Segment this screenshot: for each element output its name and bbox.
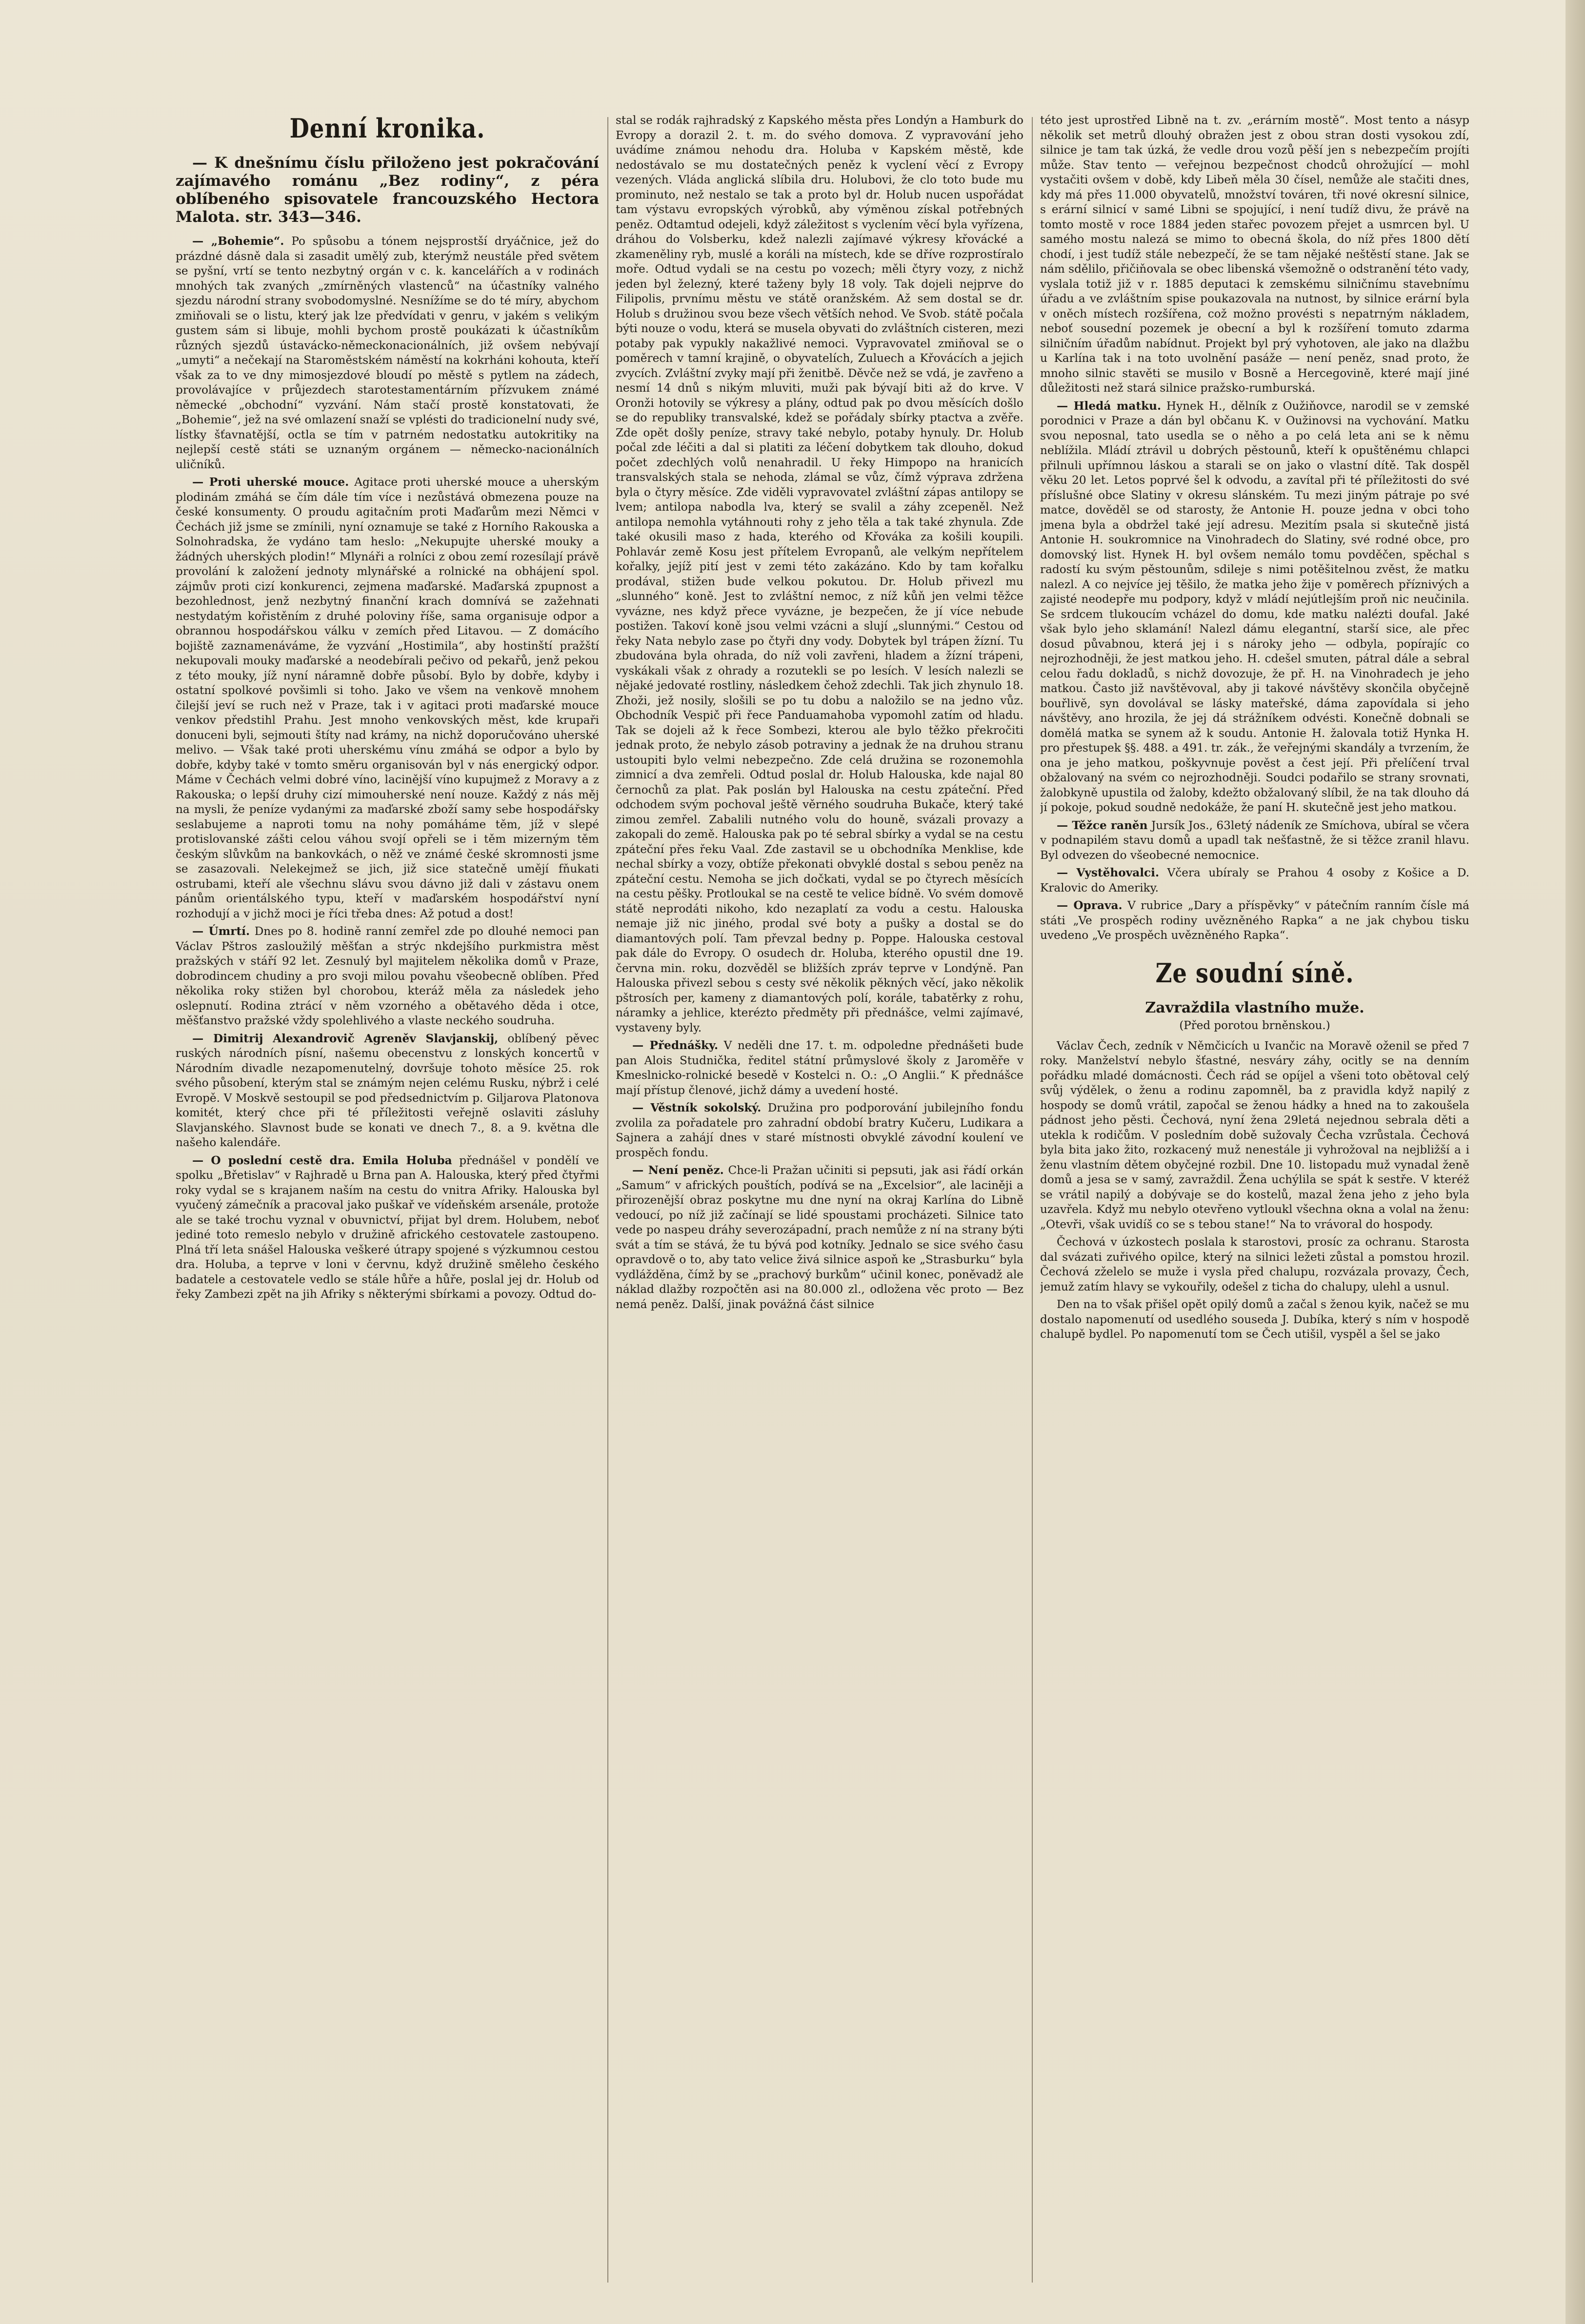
article-heading: — „Bohemie“.: [192, 235, 284, 248]
lead-notice: — K dnešnímu číslu přiloženo jest pokračování zajímavého románu „Bez rodiny“, z péra oblíbeného spisovatele francouzského Hectora Malota. str. 343—346.: [176, 154, 599, 226]
column-right: [1040, 113, 1469, 2293]
article-text: Včera ubíraly se Prahou 4 osoby z Košice a D. Kralovic do Ameriky.: [1040, 866, 1469, 894]
article-oprava: [1040, 898, 1469, 943]
article-text: Po spůsobu a tónem nejsprostší dryáčnice, jež do prázdné dásně dala si zasadit umělý zub, kterýmž neustále před světem se pyšní, vrtí se tento nezbytný orgán v c. k. kancelářích a v rodinách mnohých tak zvaných „zmírněných vlastenců“ na účastníky valného sjezdu národní strany svobodomyslné. Nesnížíme se do té míry, abychom zmiňovali se o listu, který jak lze předvídati v genru, v jakém s velikým gustem sám si libuje, mohli bychom prostě poukázati k účastníkům různých sjezdů ústavácko-německonacionálních, již ovšem nebývají „umyti“ a nečekají na Staroměstském náměstí na kokrháni kohouta, kteří však za to ve dny mimosjezdové bloudí po městě s pytlem na zádech, provolávajíce v průjezdech starotestamentárním přízvukem známé německé „obchodní“ vyzvání. Nám stačí prostě konstatovati, že „Bohemie“, jež na své omlazení snaží se vplésti do tradicionelní nudy své, lístky šťavnatější, octla se tím v patrném nedostatku autokritiky na nejlepší cestě státi se uznaným orgánem — německo-nacionálních uličníků.: [176, 235, 599, 471]
article-bohemie: [176, 234, 599, 472]
article-hleda-matku: [1040, 399, 1469, 815]
article-vystehovalci: [1040, 866, 1469, 895]
article-heading: — Věstník sokolský.: [632, 1101, 762, 1114]
page-edge: [1565, 0, 1585, 2324]
article-text: V rubrice „Dary a příspěvky“ v pátečním ranním čísle má státi „Ve prospěch rodiny uvězněného Rapka“ a ne jak chybou tisku uvedeno „Ve prospěch uvězněného Rapka“.: [1040, 899, 1469, 942]
court-article-title: Zavraždila vlastního muže.: [1145, 999, 1364, 1016]
article-tezce-ranen: [1040, 818, 1469, 863]
article-text: přednášel v pondělí ve spolku „Břetislav“ v Rajhradě u Brna pan A. Halouska, který před čtyřmi roky vydal se s krajanem naším na cestu do vnitra Afriky. Halouska byl vyučený zámečník a pracoval jako puškař ve vídeňském arsenále, protože ale se také trochu vyznal v obuvnictví, přijat byl drem. Holubem, neboť jediné toto remeslo nebylo v družině afrického cestovatele zastoupeno. Plná tří leta snášel Halouska veškeré útrapy spojené s výzkumnou cestou dra. Holuba, a teprve v loni v červnu, když družině směleho českého badatele a cestovatele vedlo se stále hůře a hůře, poslal jej dr. Holub od řeky Zambezi zpět na jih Afriky s některými sbírkami a povozy. Odtud do-: [176, 1153, 599, 1301]
article-text: Dnes po 8. hodině ranní zemřel zde po dlouhé nemoci pan Václav Pštros zasloužilý měšťan a strýc nkdejšího purkmistra měst pražských v stáří 92 let. Zesnulý byl majitelem několika domů v Praze, dobrodincem chudiny a pro svoji milou povahu všeobecně oblíben. Před několika roky stižen byl chorobou, kteráž měla za následek jeho oslepnutí. Rodina ztrácí v něm vzorného a obětavého děda i otce, měšťanstvo pražské vždy spolehlivého a vlaste neckého soudruha.: [176, 925, 599, 1027]
article-holub: [176, 1153, 599, 1302]
article-heading: — Přednášky.: [632, 1039, 719, 1052]
article-heading: — Těžce raněn: [1057, 818, 1148, 832]
column-left: [176, 112, 599, 2292]
column-divider: [607, 117, 608, 2283]
court-article-text: Čechová v úzkostech poslala k starostovi, prosíc za ochranu. Starosta dal svázati zuřivého opilce, který na silnici ležeti zůstal a pomstou hrozil. Čechová zželelo se muže i vysla před chalupu, rozvázala provazy, Čech, jemuž zatím hlavy se vykouřily, odešel z ticha do chalupy, ulehl a usnul.: [1040, 1235, 1469, 1293]
article-heading: — Úmrtí.: [192, 925, 250, 938]
article-neni-penez: [616, 1163, 1023, 1312]
article-neni-penez-continued: této jest uprostřed Libně na t. zv. „erárním mostě“. Most tento a násyp několik set metrů dlouhý obražen jest z obou stran dosti vysokou zdí, silnice je tam tak úzká, že vedle drou vozů pěší jen s nebezpečím projíti může. Stav tento — veřejnou bezpečnost chodců ohrožující — mohl vystačiti ovšem v době, kdy Libeň měla 30 čísel, nemůže ale stačiti dnes, kdy má přes 11.000 obyvatelů, množství továren, tři nové okresní silnice, s erární silnicí v samé Libni se spojující, i není tudíž divu, že právě na tomto mostě v roce 1884 jeden stařec povozem přejet a usmrcen byl. U samého mostu nalezá se mimo to obecná škola, do níž přes 1800 dětí chodí, i jest tudíž stále nebezpečí, že se tam nějaké neštěstí stane. Jak se nám sdělilo, přičiňovala se obec libenská všemožně o odstranění této vady, vyslala totiž již v r. 1885 deputaci k zemskému silničnímu stavebnímu úřadu a ve zvláštním spise poukazovala na nutnost, by silnice erární byla v oněch místech rozšířena, což možno provésti s nepatrným nákladem, neboť sousední pozemek je obecní a byl k rozšíření tomuto zdarma silničním úřadům nabídnut. Projekt byl prý vyhotoven, ale jako na dlažbu u Karlína tak i na toto uvolnění pasáže — není peněz, snad proto, že mnoho silnic stavěti se musilo v Bosně a Hercegovině, které mají jiné důležitosti než stará silnice pražsko-rumburská.: [1040, 114, 1469, 395]
article-heading: — Hledá matku.: [1057, 399, 1162, 413]
article-heading: — Proti uherské mouce.: [192, 476, 349, 489]
article-holub-continued: stal se rodák rajhradský z Kapského města přes Londýn a Hamburk do Evropy a dorazil 2. t. m. do svého domova. Z vypravování jeho uvádíme známou nehodu dra. Holuba v Kapském městě, kde nedostávalo se mu dostatečných peněz k vyclení věcí z Evropy vezených. Vláda anglická slíbila dru. Holubovi, že clo toto bude mu prominuto, než nestalo se tak a proto byl dr. Holub nucen uspořádat tam výstavu evropských výrobků, aby výměnou získal potřebných peněz. Odtamtud odejeli, když záležitost s vyclením věcí byla vyřízena, dráhou do Volsberku, kdež nalezli zajímavé výkresy křovácké a zkameněliny ryb, muslé a koráli na místech, kde se dříve rozprostíralo moře. Odtud vydali se na cestu po vozech; měli čtyry vozy, z nichž jeden byl železný, které taženy byly 18 voly. Tak dojeli nejprve do Filipolis, prvnímu městu ve státě oranžském. Až sem dostal se dr. Holub s družinou svou beze všech větších nehod. Ve Svob. státě počala býti nouze o vodu, která se musela obyvati do zvláštních cisteren, mezi potaby pak vypukly nakažlivé nemoci. Vypravovatel zmiňoval se o poměrech v tamní krajině, o obyvatelích, Zuluech a Křovácích a jejich zvycích. Zvláštní zvyky mají při ženitbě. Děvče než se vdá, je zavřeno a nesmí 14 dnů s nikým mluviti, muži pak bývají biti až do krve. V Oronži hotovily se výkresy a plány, odtud pak po dvou měsících došlo se do republiky transvalské, kdež se pořádaly sbírky ptactva a zvěře. Zde opět došly peníze, stravy také nebylo, potaby hynuly. Dr. Holub počal zde léčiti a dal si platiti za léčení dobytkem tak dlouho, dokud počet zdechlých volů nenahradil. U řeky Himpopo na hranicích transvalských stala se nehoda, zlámal se vůz, čímž výprava zdržena byla o čtyry měsíce. Zde viděli vypravovatel zvláštní zápas antilopy se lvem; antilopa nabodla lva, který se svalil a záhy zcepeněl. Než antilopa nemohla vytáhnouti rohy z jeho těla a tak také zhynula. Zde také okusili maso z hada, kterého od Křováka za košili koupili. Pohlavár země Kosu jest přítelem Evropanů, ale velkým nepřítelem kořalky, jejíž pití jest v zemi této zakázáno. Kdo by tam kořalku prodával, stižen bude velkou pokutou. Dr. Holub přivezl mu „slunného“ koně. Jest to zvláštní nemoc, z níž kůň jen velmi těžce vyvázne, nes když přece vyvázne, je bezpečen, že jí více nebude postižen. Takoví koně jsou velmi vzácni a slují „slunnými.“ Cestou od řeky Nata nebylo zase po čtyři dny vody. Dobytek byl trápen žízní. Tu zbudována byla ohrada, do níž voli zavřeni, hladem a žízní trápeni, vyskákali však z ohrady a rozutekli se po lesích. V lesích nalezli se nějaké jedovaté rostliny, následkem čehož zdechli. Tak jich zhynulo 18. Zhoži, jež nosily, slošili se po tu dobu a naložilo se na jedno vůz. Obchodník Vespič při řece Panduamahoba vypomohl zatím od hladu. Tak se dojeli až k řece Sombezi, kterou ale bylo těžko překročiti jednak proto, že nebylo zásob potraviny a jednak že na druhou stranu ustoupiti bylo velmi nebezpečno. Zde celá družina se rozonemohla zimnicí a dva zemřeli. Odtud poslal dr. Holub Halouska, kde najal 80 černochů za plat. Pak poslán byl Halouska na cestu zpáteční. Před odchodem svým pochoval ještě věrného soudruha Bukače, který také zimou zemřel. Zabalili nutného volu do houně, svázali provazy a zakopali do země. Halouska pak po té sebral sbírky a vydal se na cestu zpáteční přes řeku Vaal. Zde zastavil se u obchodníka Menklise, kde nechal sbírky a vozy, obtíže překonati obvyklé dostal s sebou peněz na zpáteční cestu. Nemoha se jich dočkati, vydal se po čtyrech měsících na cestu pěšky. Protloukal se na cestě te velice bídně. Vo svém domově státě neprodáti nikoho, kdo nezaplatí za vodu a cestu. Halouska nemaje již nic jiného, prodal své boty a pušky a dostal se do diamantových polí. Tam převzal bedny p. Poppe. Halouska cestoval pak dále do Evropy. O osudech dr. Holuba, kterého opustil dne 19. června min. roku, dozvěděl se bližších zpráv teprve v Londýně. Pan Halouska přivezl sebou s cesty své několik pěkných věcí, jako několik pštrosích per, kameny z diamantových polí, korále, tabatěrky z rohu, náramky a jehlice, kterézto předměty při přednášce, velmi zajímavé, vystaveny byly.: [616, 114, 1023, 1034]
court-article-text: Václav Čech, zedník v Němčicích u Ivančic na Moravě oženil se před 7 roky. Manželství nebylo šťastné, nesváry záhy, ocitly se na denním pořádku mladé domácnosti. Čech rád se opíjel a všeni toto obětoval celý svůj výdělek, o ženu a rodinu zapomněl, ba z pravidla když napilý z hospody se domů vrátil, započal se ženou hádky a hned na to zakoušela pádnost jeho pěsti. Čechová, nyní žena 29letá nejednou sebrala děti a utekla k rodičům. V posledním době sužovaly Čecha vzrůstala. Čechová byla bita jako žito, rozkacený muž nenestále ji vyhrožoval na nejbližší a i ženu vlastním dětem obyčejné rozbil. Dne 10. listopadu muž vynadal ženě domů a jesa se v samý, zavraždil. Žena uchýlila se spát k sestře. V kteréž se vrátil napilý a dobývaje se do kostelů, mazal žena jeho z jeho byla uzavřela. Když mu nebylo otevřeno vytloukl všechna okna a volal na ženu: „Otevři, však uvidíš co se s tebou stane!“ Na to vrávoral do hospody.: [1040, 1039, 1469, 1231]
article-text: Agitace proti uherské mouce a uherským plodinám zmáhá se čím dále tím více i nezůstává obmezena pouze na české konsumenty. O proudu agitačním proti Maďarům mezi Němci v Čechách již jsme se zmínili, nyní oznamuje se také z Horního Rakouska a Solnohradska, že vydáno tam heslo: „Nekupujte uherské mouky a žádných uherských plodin!“ Mlynáři a rolníci z obou zemí rozesílají právě provolání k založení jednoty mlynářské a rolnické na obhájení spol. zájmův proti cizí konkurenci, zejmena maďarské. Maďarská zpupnost a bezohlednost, jenž nezbytný finanční krach domnívá se zažehnati nestydatým kořistěním z druhé poloviny říše, sama organisuje odpor a obrannou hospodářskou válku v zemích před Litavou. — Z domácího bojiště zaznamenáváme, že vyzvání „Hostimila“, aby hostinští pražští nekupovali mouky maďarské a neodebírali pečivo od pekařů, jenž pekou z této mouky, jíž nyní náramně dobře působí. Bylo by dobře, kdyby i ostatní spolkové povšimli si toho. Jako ve všem na venkově mnohem čilejší jeví se ruch než v Praze, tak i v agitaci proti maďarské mouce venkov předstihl Prahu. Jest mnoho venkovských měst, kde krupaři donuceni byli, sejmouti štíty nad krámy, na nichž doporučováno uherské melivo. — Však také proti uherskému vínu zmáhá se odpor a bylo by dobře, kdyby také v tomto směru organisován byl v nás energický odpor. Máme v Čechách velmi dobré víno, lacinější víno kupujmež z Moravy a z Rakouska; o lepší druhy cizí mimouherské není nouze. Každý z nás měj na mysli, že peníze vydanými za maďarské zboží samy sebe hospodářsky seslabujeme a naproti tomu na nohy pomáháme těm, jíž v slepé protislovanské zášti celou váhou svojí opřeli se i těm mizerným těm českým slůvkům na bankovkách, o něž ve známé české skromnosti jsme se zasazovali. Nelekejmež se jich, již sice statečně umějí fňukati ostrubami, kteří ale všechnu slávu svou dávno již dali v zástavu onem pánům orientálského typu, kteří v maďarském hospodářství nyní rozhodují a v jichž moci je říci třeba dnes: Až potud a dost!: [176, 476, 599, 920]
article-uherska-mouka: [176, 475, 599, 921]
article-agrenev: [176, 1032, 599, 1151]
article-text: V neděli dne 17. t. m. odpoledne přednášeti bude pan Alois Studnička, ředitel státní průmyslové školy z Jaroměře v Kmeslnicko-rolnické besedě v Kostelci n. O.: „O Anglii.“ K přednášce mají přístup členové, jichž dámy a uvedení hosté.: [616, 1039, 1023, 1097]
article-text: Jursík Jos., 63letý nádeník ze Smíchova, ubíral se včera v podnapilém stavu domů a upadl tak nešťastně, že si těžce zranil hlavu. Byl odvezen do všeobecné nemocnice.: [1040, 818, 1469, 862]
article-heading: — Vystěhovalci.: [1057, 866, 1160, 879]
article-text: Družina pro podporování jubilejního fondu zvolila za pořadatele pro zahradní období bratry Kučeru, Ludikara a Sajnera a zahájí dnes v staré místnosti obvyklé závodní koulení ve prospěch fondu.: [616, 1101, 1023, 1159]
article-umrti: [176, 924, 599, 1029]
article-prednasky: [616, 1038, 1023, 1098]
section-title-denni-kronika: Denní kronika.: [289, 113, 485, 144]
article-heading: — Oprava.: [1057, 899, 1123, 912]
article-text: Chce-li Pražan učiniti si pepsuti, jak asi řádí orkán „Samum“ v afrických pouštích, podívá se na „Excelsior“, ale laciněji a přirozenější obraz poskytne mu dne nyní na okraj Karlína do Libně vedoucí, po níž již začínají se lidé spoustami procházeti. Silnice tato vede po naspeu dráhy severozápadní, prach nemůže z ní na strany býti svát a tím se stává, že tu bývá pod kotníky. Jednalo se sice svého času opravdově o to, aby tato velice živá silnice aspoň ke „Strasburku“ byla vydlážděna, čímž by se „prachový burkům“ učinil konec, poněvadž ale náklad dlažby rozpočtěn asi na 80.000 zl., odložena věc proto — Bez nemá peněz. Další, jinak povážná část silnice: [616, 1164, 1023, 1311]
court-article-note: (Před porotou brněnskou.): [1179, 1019, 1330, 1032]
court-article-text: Den na to však přišel opět opilý domů a začal s ženou kyik, načež se mu dostalo napomenutí od usedlého souseda J. Dubíka, který s ním v hospodě chalupě bydlel. Po napomenutí tom se Čech utišil, vyspěl a šel se jako: [1040, 1298, 1469, 1341]
article-vestnik-sokolsky: [616, 1101, 1023, 1160]
article-text: oblíbený pěvec ruských národních písní, našemu obecenstvu z lonských koncertů v Národním divadle nezapomenutelný, dovršuje tohoto měsíce 25. rok svého působení, kterým stal se známým nejen celému Rusku, nýbrž i celé Evropě. V Moskvě sestoupil se pod předsednictvím p. Giljarova Platonova komitét, který chce při té příležitosti veřejně oslaviti zásluhy Slavjanského. Slavnost bude se konati ve dnech 7., 8. a 9. května dle našeho kalendáře.: [176, 1032, 599, 1149]
column-divider: [1032, 117, 1033, 2283]
article-heading: — Není peněz.: [632, 1164, 724, 1177]
article-heading: — Dimitrij Alexandrovič Agreněv Slavjanskij,: [192, 1032, 499, 1045]
article-heading: — O poslední cestě dra. Emila Holuba: [192, 1153, 452, 1167]
section-title-soudni-sin: Ze soudní síně.: [1155, 957, 1354, 989]
article-text: Hynek H., dělník z Oužiňovce, narodil se v zemské porodnici v Praze a dán byl občanu K. v Oužinovsi na vychování. Matku svou neposnal, tato usedla se o něho a po celá leta ani se k němu neblížila. Mládí ztrávil u dobrých pěstounů, kteří k opuštěnému chlapci přilnuli upřímnou láskou a starali se on jako o vlastní dítě. Tak dospěl věku 20 let. Letos poprvé šel k odvodu, a zavítal při té příležitosti do své příslušné obce Slatiny v okresu slánském. Tu mezi jiným pátraje po své matce, dověděl se od starosty, že Antonie H. pouze jedna v obci toho jmena byla a obdržel také její adresu. Mezitím psala si skutečně jistá Antonie H. soukromnice na Vinohradech do Slatiny, své rodné obce, pro domovský list. Hynek H. byl ovšem nemálo tomu povděčen, spěchal s radostí ku svým pěstounům, sdileje s nimi potěšitelnou zvěst, že matku nalezl. A co nejvíce jej těšilo, že matka jeho žije v poměrech příznivých a zajisté neodepře mu podpory, když v mládí nejútlejším proň nic neučinila. Se srdcem tlukoucím vcházel do domu, kde matku nalézti doufal. Jaké však bylo jeho sklamání! Nalezl dámu elegantní, starší sice, ale přec dosud půvabnou, která jej i s nároky jeho — odbyla, popírajíc co nejrozhodněji, že jest matkou jeho. H. cdešel smuten, pátral dále a sebral celou řadu dokladů, s nichž dovozuje, že př. H. na Vinohradech je jeho matkou. Často již navštěvoval, aby ji takové návštěvy skončila obyčejně bouřlivě, syn dovolával se lásky mateřské, dáma zapovídala si jeho návštěvy, ano hrozila, že jej dá strážníkem odvésti. Konečně dobnali se domělá matka se synem až k soudu. Antonie H. žalovala totiž Hynka H. pro přestupek §§. 488. a 491. tr. zák., že veřejnými skandály a tvrzením, že ona je jeho matkou, poškyvnuje pověst a čest její. Při přelíčení trval obžalovaný na svém co nejrozhodněji. Soudci podařilo se strany srovnati, žalobkyně upustila od žaloby, kdežto obžalovaný slíbil, že na tak dlouho dá jí pokoje, pokud soudně nedokáže, že paní H. skutečně jest jeho matkou.: [1040, 399, 1469, 814]
column-middle: [616, 113, 1023, 2293]
